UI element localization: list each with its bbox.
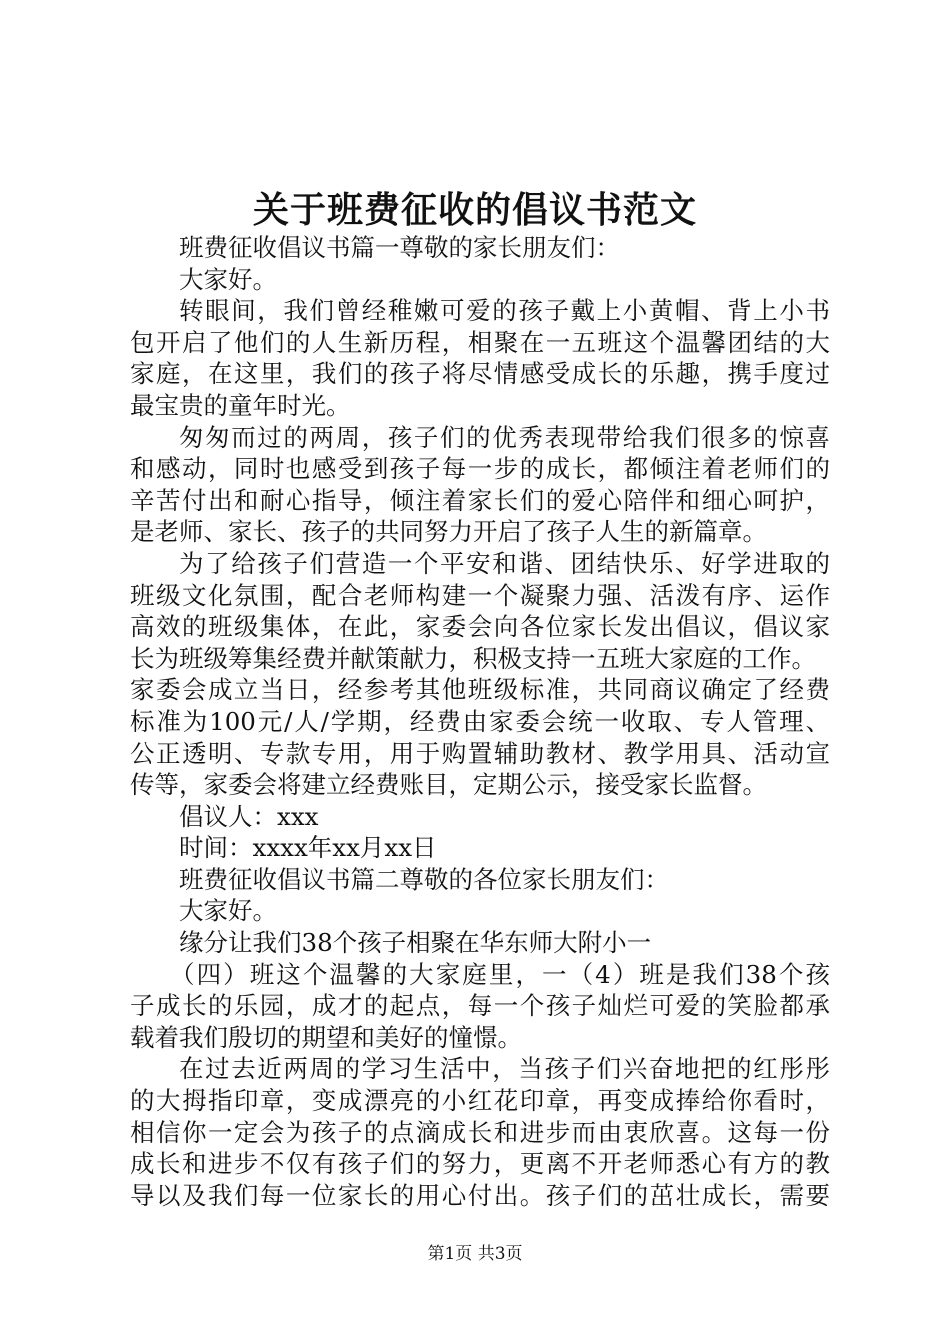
text-line: 在过去近两周的学习生活中，当孩子们兴奋地把的红彤彤 — [179, 1054, 830, 1084]
text-line: 家庭，在这里，我们的孩子将尽情感受成长的乐趣，携手度过 — [130, 359, 830, 389]
text-line: 匆匆而过的两周，孩子们的优秀表现带给我们很多的惊喜 — [179, 422, 830, 452]
document-title: 关于班费征收的倡议书范文 — [252, 189, 697, 231]
text-line: 大家好。 — [179, 264, 277, 294]
text-line: 相信你一定会为孩子的点滴成长和进步而由衷欣喜。这每一份 — [130, 1117, 830, 1147]
text-line: 长为班级筹集经费并献策献力，积极支持一五班大家庭的工作。 — [130, 643, 816, 673]
text-line: 班级文化氛围，配合老师构建一个凝聚力强、活泼有序、运作 — [130, 580, 830, 610]
text-line: 转眼间，我们曾经稚嫩可爱的孩子戴上小黄帽、背上小书 — [179, 296, 830, 326]
text-line: 辛苦付出和耐心指导，倾注着家长们的爱心陪伴和细心呵护， — [130, 485, 830, 515]
text-line: 最宝贵的童年时光。 — [130, 390, 351, 420]
text-line: 班费征收倡议书篇二尊敬的各位家长朋友们： — [179, 864, 669, 894]
text-line: 为了给孩子们营造一个平安和谐、团结快乐、好学进取的 — [179, 548, 830, 578]
text-line: 缘分让我们38个孩子相聚在华东师大附小一 — [179, 928, 652, 958]
text-line: 的大拇指印章，变成漂亮的小红花印章，再变成捧给你看时， — [130, 1086, 830, 1116]
text-line: 载着我们殷切的期望和美好的憧憬。 — [130, 1022, 522, 1052]
text-line: 子成长的乐园，成才的起点，每一个孩子灿烂可爱的笑脸都承 — [130, 991, 830, 1021]
text-line: 包开启了他们的人生新历程，相聚在一五班这个温馨团结的大 — [130, 327, 830, 357]
text-line: 公正透明、专款专用，用于购置辅助教材、教学用具、活动宣 — [130, 738, 830, 768]
text-line: 大家好。 — [179, 896, 277, 926]
text-line: 和感动，同时也感受到孩子每一步的成长，都倾注着老师们的 — [130, 454, 830, 484]
text-line: 高效的班级集体，在此，家委会向各位家长发出倡议，倡议家 — [130, 612, 830, 642]
text-line: 倡议人：xxx — [179, 801, 319, 831]
text-line: （四）班这个温馨的大家庭里，一（4）班是我们38个孩 — [170, 959, 830, 989]
text-line: 是老师、家长、孩子的共同努力开启了孩子人生的新篇章。 — [130, 517, 767, 547]
text-line: 传等，家委会将建立经费账目，定期公示，接受家长监督。 — [130, 770, 767, 800]
text-line: 成长和进步不仅有孩子们的努力，更离不开老师悉心有方的教 — [130, 1149, 830, 1179]
text-line: 时间：xxxx年xx月xx日 — [179, 833, 437, 863]
text-line: 标准为100元/人/学期，经费由家委会统一收取、专人管理、 — [130, 706, 830, 736]
text-line: 导以及我们每一位家长的用心付出。孩子们的茁壮成长，需要 — [130, 1180, 830, 1210]
page-number-footer: 第1页 共3页 — [427, 1244, 523, 1264]
text-line: 班费征收倡议书篇一尊敬的家长朋友们： — [179, 233, 620, 262]
text-line: 家委会成立当日，经参考其他班级标准，共同商议确定了经费 — [130, 675, 830, 705]
document-body — [130, 232, 830, 1211]
